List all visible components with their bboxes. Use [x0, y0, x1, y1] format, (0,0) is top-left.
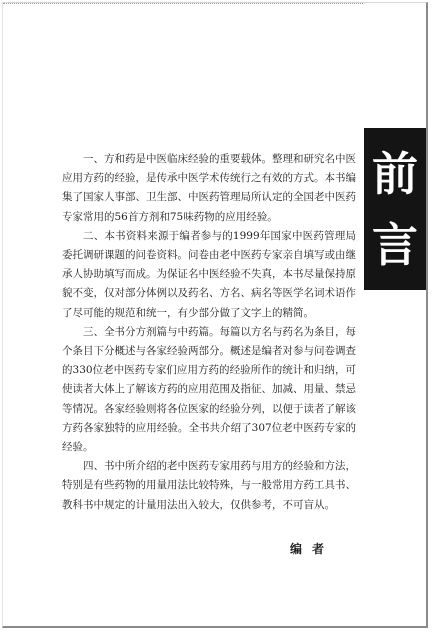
paragraph-3: 三、全书分方剂篇与中药篇。每篇以方名与药名为条目，每个条目下分概述与各家经验两部分。概述是编者对参与问卷调查的330位老中医药专家们应用方药的经验所作的统计和归纳，可使读者大体上了解该方药的应用范围及指征、加减、用量、禁忌等情况。各家经验则将各位医家的经验分列，以便于读者了解该方药各家独特的应用经验。全书共介绍了307位老中医药专家的经验。	[62, 325, 356, 454]
paragraph-2: 二、本书资料来源于编者参与的1999年国家中医药管理局委托调研课题的问卷资料。问卷由老中医药专家亲自填写或由继承人协助填写而成。为保证名中医经验不失真，本书尽量保持原貌不变，仅对部分体例以及药名、方名、病名等医学名词术语作了尽可能的规范和统一，有少部分做了文字上的精简。	[62, 229, 356, 319]
author-signature: 编者	[290, 542, 335, 556]
paragraph-1: 一、方和药是中医临床经验的重要载体。整理和研究名中医应用方药的经验，是传承中医学术传统行之有效的方式。本书编集了国家人事部、卫生部、中医药管理局所认定的全国老中医药专家常用的56首方剂和75味药物的应用经验。	[62, 153, 356, 223]
section-title-tab	[364, 128, 426, 290]
preface-body	[62, 150, 356, 515]
top-dotted-rule	[3, 3, 363, 5]
section-title-char-1: 前	[372, 146, 418, 201]
faint-watermark	[302, 92, 372, 114]
section-title-char-2: 言	[372, 217, 418, 272]
paragraph-4: 四、书中所介绍的老中医药专家用药与用方的经验和方法，特别是有些药物的用量用法比较特殊，与一般常用方药工具书、教科书中规定的计量用法出入较大，仅供参考，不可盲从。	[62, 460, 356, 511]
